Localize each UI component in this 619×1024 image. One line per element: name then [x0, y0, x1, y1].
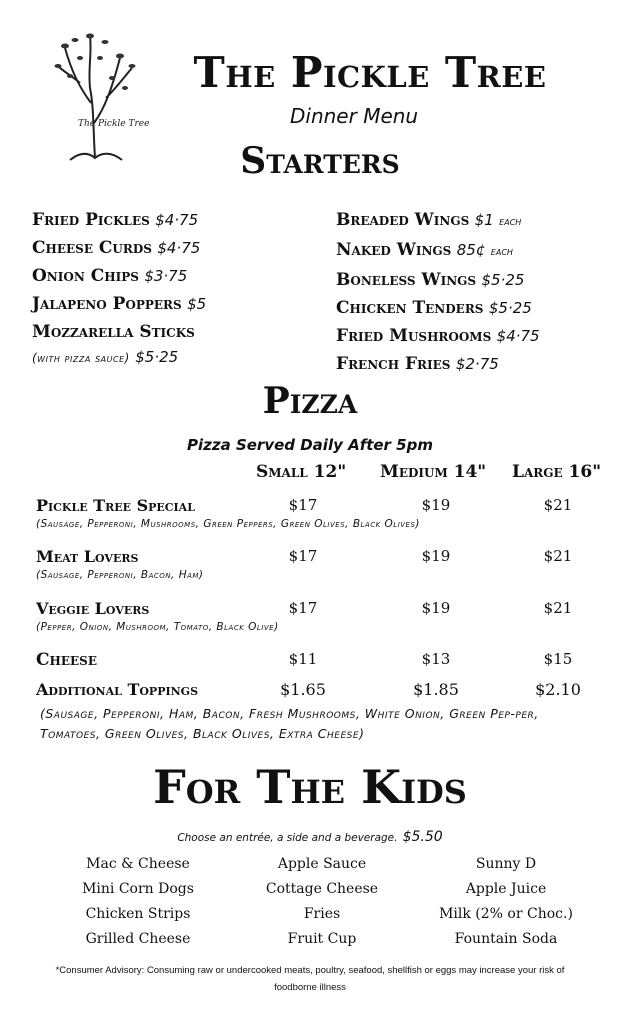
pizza-price: $2.10	[535, 680, 581, 699]
starter-item: Chicken Tenders $5·25	[336, 298, 532, 318]
starter-item: Naked Wings 85¢ each	[336, 240, 513, 260]
kids-beverages-column	[406, 852, 606, 952]
pizza-name: Veggie Lovers	[36, 599, 150, 618]
pizza-name: Pickle Tree Special	[36, 496, 195, 515]
pizza-price: $21	[543, 496, 573, 514]
kids-side: Apple Sauce	[277, 856, 367, 872]
pizza-price: $19	[421, 547, 451, 565]
pizza-price: $13	[421, 650, 451, 668]
starter-item: Fried Pickles $4·75	[32, 210, 199, 230]
pizza-price: $1.65	[280, 680, 326, 699]
kids-side: Fries	[303, 906, 341, 922]
pizza-note: (Sausage, Pepperoni, Bacon, Ham)	[36, 569, 204, 581]
starter-item: Boneless Wings $5·25	[336, 270, 525, 290]
pizza-price: $1.85	[413, 680, 459, 699]
logo-text: The Pickle Tree	[78, 119, 150, 129]
kids-sides-column	[222, 852, 422, 952]
pizza-subheading: Pizza Served Daily After 5pm	[187, 436, 433, 454]
starter-item: Fried Mushrooms $4·75	[336, 326, 540, 346]
consumer-advisory: *Consumer Advisory: Consuming raw or undercooked meats, poultry, seafood, shellfish or eggs may increase your risk of foodborne illness	[55, 965, 565, 993]
pizza-heading: Pizza	[262, 380, 358, 422]
pizza-name: Meat Lovers	[36, 547, 139, 566]
pizza-price: $17	[288, 599, 318, 617]
kids-instructions: Choose an entrée, a side and a beverage.	[177, 832, 398, 844]
pizza-price: $19	[421, 496, 451, 514]
pizza-note: (Pepper, Onion, Mushroom, Tomato, Black Olive)	[36, 621, 279, 633]
kids-beverage: Sunny D	[475, 856, 537, 872]
pickle-tree-logo	[50, 28, 150, 168]
kids-entrees-column	[38, 852, 238, 952]
starters-right-column	[336, 206, 540, 378]
size-small-header: Small 12"	[256, 462, 347, 482]
starter-item: Jalapeno Poppers $5	[32, 294, 207, 314]
pizza-price: $21	[543, 599, 573, 617]
restaurant-title: The Pickle Tree	[193, 48, 547, 97]
pizza-price: $17	[288, 547, 318, 565]
kids-entree: Mini Corn Dogs	[82, 881, 194, 897]
starters-left-column	[32, 206, 206, 369]
starter-item: French Fries $2·75	[336, 354, 499, 374]
kids-heading: For The Kids	[153, 760, 467, 814]
starter-item: Mozzarella Sticks	[32, 322, 195, 342]
tree-icon	[50, 28, 150, 168]
toppings-list: (Sausage, Pepperoni, Ham, Bacon, Fresh Mushrooms, White Onion, Green Pep-per, Tomatoes, Green Olives, Black Olives, Extra Cheese)	[40, 706, 539, 741]
starter-item: Cheese Curds $4·75	[32, 238, 201, 258]
pizza-note: (Sausage, Pepperoni, Mushrooms, Green Peppers, Green Olives, Black Olives)	[36, 518, 421, 530]
kids-subheading	[100, 826, 520, 845]
starter-item: Breaded Wings $1 each	[336, 210, 522, 230]
starters-heading: Starters	[240, 140, 400, 182]
kids-beverage: Apple Juice	[465, 881, 547, 897]
kids-side: Fruit Cup	[287, 931, 357, 947]
kids-side: Cottage Cheese	[265, 881, 379, 897]
starter-item: Onion Chips $3·75	[32, 266, 188, 286]
pizza-price: $17	[288, 496, 318, 514]
pizza-name: Additional Toppings	[36, 680, 199, 699]
menu-subtitle: Dinner Menu	[290, 104, 419, 128]
kids-beverage: Milk (2% or Choc.)	[439, 906, 573, 922]
kids-price: $5.50	[402, 829, 443, 845]
kids-entree: Grilled Cheese	[85, 931, 191, 947]
kids-entree: Chicken Strips	[85, 906, 191, 922]
pizza-price: $19	[421, 599, 451, 617]
pizza-price: $15	[543, 650, 573, 668]
pizza-price: $11	[288, 650, 318, 668]
starter-item-note: (with pizza sauce) $5·25	[32, 348, 179, 366]
size-medium-header: Medium 14"	[380, 462, 487, 482]
kids-entree: Mac & Cheese	[86, 856, 190, 872]
pizza-price: $21	[543, 547, 573, 565]
size-large-header: Large 16"	[512, 462, 602, 482]
pizza-name: Cheese	[36, 650, 97, 670]
kids-beverage: Fountain Soda	[454, 931, 558, 947]
